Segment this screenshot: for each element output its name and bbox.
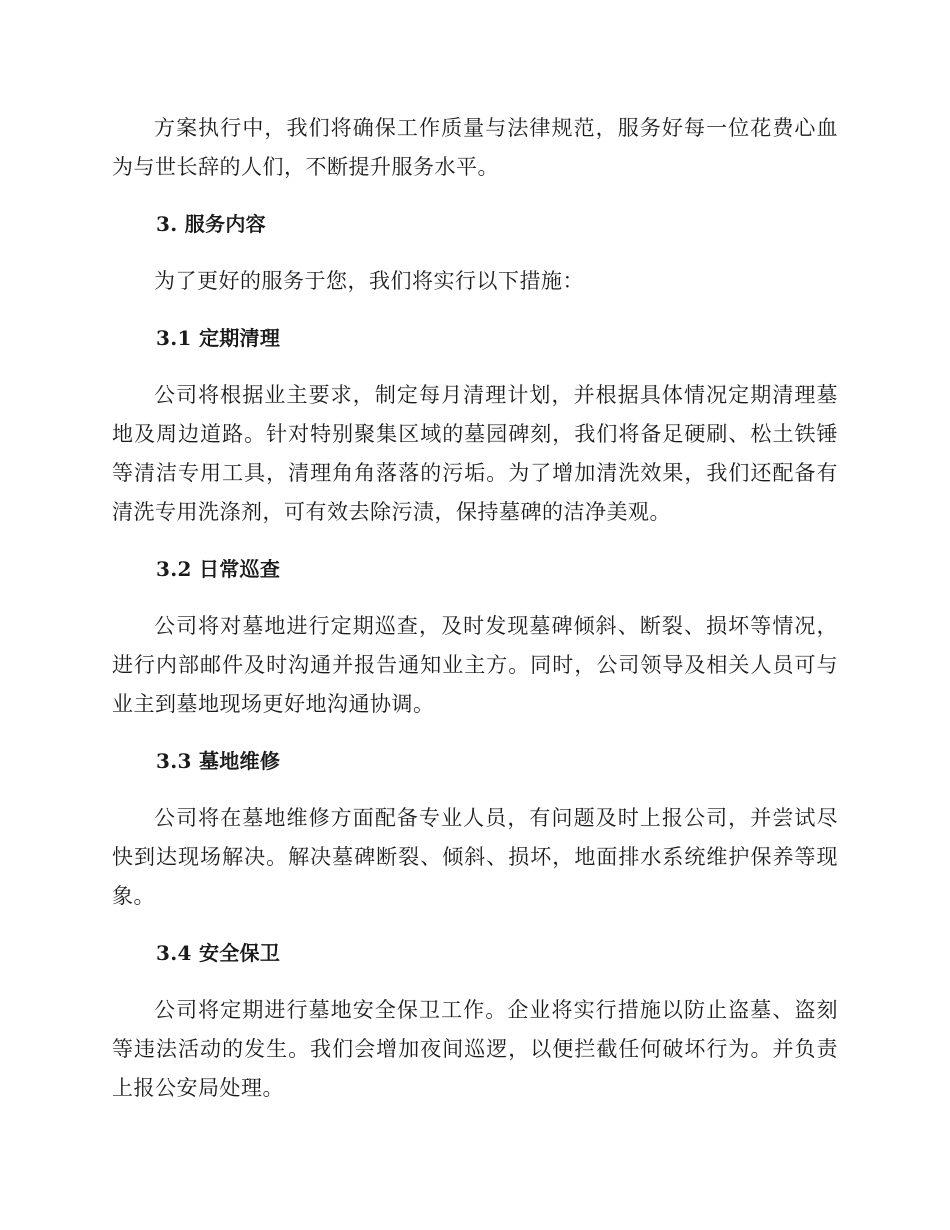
intro-paragraph: 方案执行中，我们将确保工作质量与法律规范，服务好每一位花费心血为与世长辞的人们，不断提升服务水平。 bbox=[112, 116, 838, 179]
subsection-heading-inspection: 3.2 日常巡查 bbox=[156, 557, 281, 581]
cleaning-paragraph: 公司将根据业主要求，制定每月清理计划，并根据具体情况定期清理墓地及周边道路。针对特别聚集区域的墓园碑刻，我们将备足硬刷、松土铁锤等清洁专用工具，清理角角落落的污垢。为了增加清洗效果，我们还配备有清洗专用洗涤剂，可有效去除污渍，保持墓碑的洁净美观。 bbox=[112, 383, 838, 524]
services-intro-paragraph: 为了更好的服务于您，我们将实行以下措施： bbox=[154, 269, 584, 293]
subsection-heading-cleaning: 3.1 定期清理 bbox=[156, 326, 281, 350]
security-paragraph: 公司将定期进行墓地安全保卫工作。企业将实行措施以防止盗墓、盗刻等违法活动的发生。我们会增加夜间巡逻，以便拦截任何破坏行为。并负责上报公安局处理。 bbox=[112, 998, 838, 1100]
subsection-heading-security: 3.4 安全保卫 bbox=[156, 941, 281, 965]
maintenance-paragraph: 公司将在墓地维修方面配备专业人员，有问题及时上报公司，并尝试尽快到达现场解决。解决墓碑断裂、倾斜、损坏，地面排水系统维护保养等现象。 bbox=[112, 806, 838, 908]
section-heading-services: 3. 服务内容 bbox=[156, 212, 266, 236]
subsection-heading-maintenance: 3.3 墓地维修 bbox=[156, 749, 281, 773]
inspection-paragraph: 公司将对墓地进行定期巡查，及时发现墓碑倾斜、断裂、损坏等情况，进行内部邮件及时沟通并报告通知业主方。同时，公司领导及相关人员可与业主到墓地现场更好地沟通协调。 bbox=[112, 614, 838, 716]
